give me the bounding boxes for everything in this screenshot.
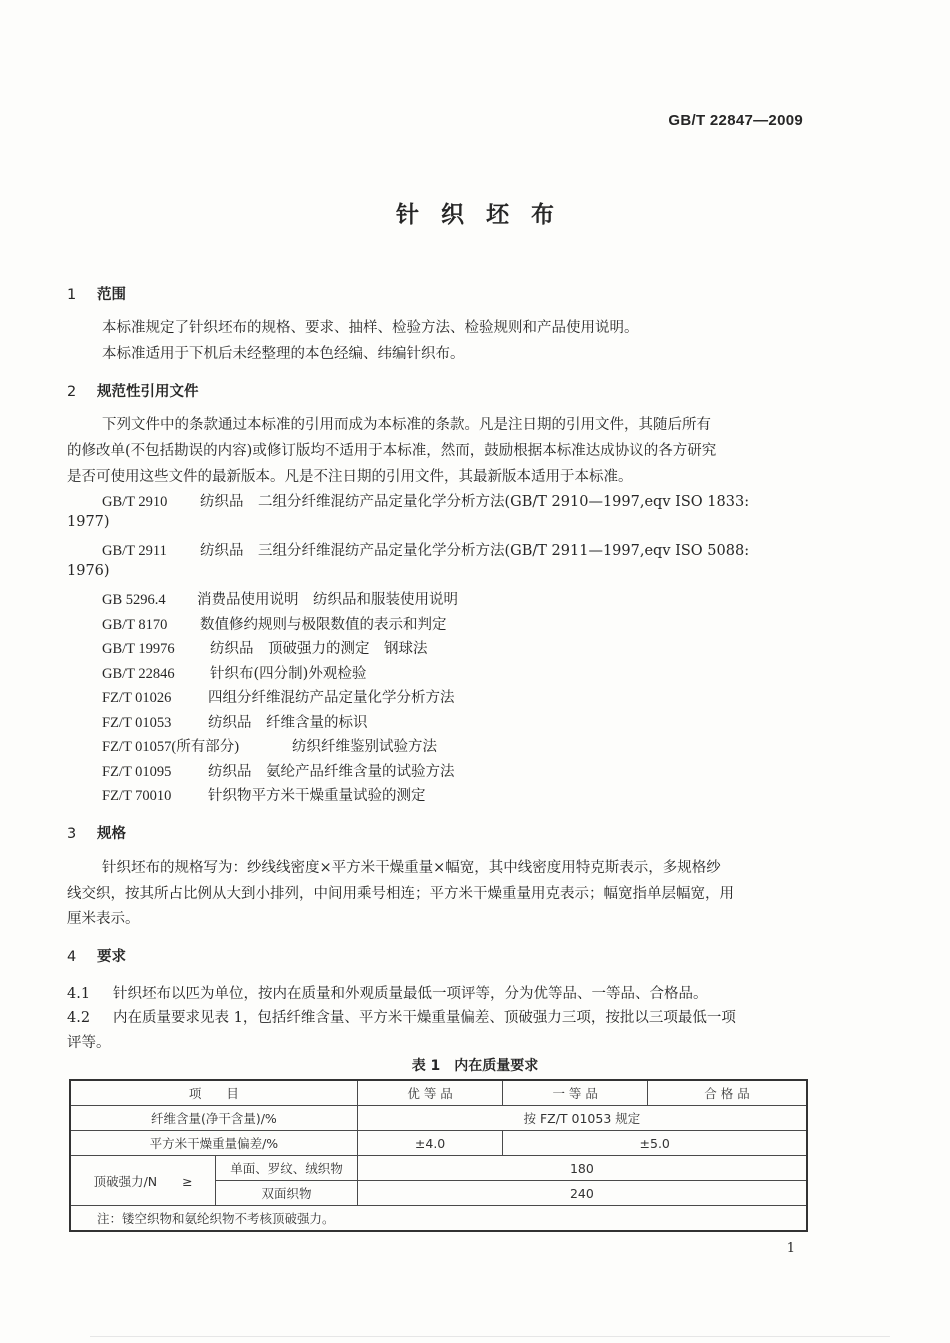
reference-code: GB/T 2911 <box>102 543 167 559</box>
reference-item <box>102 588 458 609</box>
sub-row-label: 单面、罗纹、绒织物 <box>216 1156 358 1181</box>
cell-value: 240 <box>357 1181 807 1206</box>
cell-value: ±5.0 <box>503 1131 807 1156</box>
paragraph-line: 评等。 <box>67 1035 111 1051</box>
reference-item <box>102 784 426 805</box>
header-grade-first: 一 等 品 <box>503 1080 648 1106</box>
clause-number: 4.1 <box>67 986 91 1002</box>
document-title: 针织坯布 <box>396 202 576 228</box>
reference-title: 纺织品 顶破强力的测定 钢球法 <box>210 641 428 657</box>
sub-row-label: 双面织物 <box>216 1181 358 1206</box>
section-1-heading <box>67 283 126 304</box>
reference-item <box>102 686 455 707</box>
paragraph-line: 的修改单(不包括勘误的内容)或修订版均不适用于本标准，然而，鼓励根据本标准达成协议的各方研究 <box>67 443 717 459</box>
paragraph-line: 厘米表示。 <box>67 911 140 927</box>
table-note-row <box>70 1206 807 1232</box>
reference-continuation: 1976) <box>67 563 110 579</box>
section-title: 规格 <box>97 826 126 842</box>
cell-value: 180 <box>357 1156 807 1181</box>
section-title: 要求 <box>97 949 126 965</box>
section-3-heading <box>67 822 126 843</box>
paragraph: 本标准规定了针织坯布的规格、要求、抽样、检验方法、检验规则和产品使用说明。 <box>102 320 639 336</box>
table-note: 注：镂空织物和氨纶织物不考核顶破强力。 <box>70 1206 807 1232</box>
reference-item <box>102 539 749 560</box>
clause-text: 针织坯布以匹为单位，按内在质量和外观质量最低一项评等，分为优等品、一等品、合格品。 <box>113 986 708 1002</box>
reference-code: GB/T 2910 <box>102 494 168 510</box>
paragraph-line: 线交织，按其所占比例从大到小排列，中间用乘号相连；平方米干燥重量用克表示；幅宽指单层幅宽，用 <box>67 886 734 902</box>
reference-code: FZ/T 01026 <box>102 690 172 706</box>
reference-title: 数值修约规则与极限数值的表示和判定 <box>200 617 447 633</box>
reference-title: 纺织品 纤维含量的标识 <box>208 715 368 731</box>
header-grade-superior: 优 等 品 <box>357 1080 503 1106</box>
section-number: 1 <box>67 287 77 303</box>
reference-item <box>102 490 749 511</box>
row-label: 纤维含量(净干含量)/% <box>70 1106 357 1131</box>
reference-title: 四组分纤维混纺产品定量化学分析方法 <box>208 690 455 706</box>
paragraph-line: 是否可使用这些文件的最新版本。凡是不注日期的引用文件，其最新版本适用于本标准。 <box>67 469 633 485</box>
paragraph-line: 针织坯布的规格写为：纱线线密度×平方米干燥重量×幅宽，其中线密度用特克斯表示，多规格纱 <box>102 860 721 876</box>
section-number: 2 <box>67 384 77 400</box>
reference-code: GB/T 19976 <box>102 641 175 657</box>
clause-text: 内在质量要求见表 1，包括纤维含量、平方米干燥重量偏差、顶破强力三项，按批以三项最低一项 <box>113 1010 736 1026</box>
reference-title: 纺织品 三组分纤维混纺产品定量化学分析方法(GB/T 2911—1997,eqv ISO 5088: <box>200 543 750 559</box>
reference-code: GB/T 8170 <box>102 617 168 633</box>
table-row <box>70 1131 807 1156</box>
header-item: 项 目 <box>70 1080 357 1106</box>
section-4-heading <box>67 945 126 966</box>
section-number: 3 <box>67 826 77 842</box>
quality-requirements-table <box>69 1079 808 1232</box>
header-grade-qualified: 合 格 品 <box>647 1080 807 1106</box>
reference-title: 纺织品 二组分纤维混纺产品定量化学分析方法(GB/T 2910—1997,eqv ISO 1833: <box>200 494 750 510</box>
table-caption: 表 1 内在质量要求 <box>411 1058 539 1074</box>
reference-continuation: 1977) <box>67 514 110 530</box>
paragraph-line: 下列文件中的条款通过本标准的引用而成为本标准的条款。凡是注日期的引用文件，其随后所有 <box>102 417 711 433</box>
reference-title: 纺织品 氨纶产品纤维含量的试验方法 <box>208 764 455 780</box>
reference-item <box>102 711 368 732</box>
scan-edge-line <box>90 1336 890 1337</box>
reference-code: FZ/T 01095 <box>102 764 172 780</box>
row-label: 平方米干燥重量偏差/% <box>70 1131 357 1156</box>
paragraph: 本标准适用于下机后未经整理的本色经编、纬编针织布。 <box>102 346 465 362</box>
reference-title: 纺织纤维鉴别试验方法 <box>292 739 437 755</box>
table-header-row <box>70 1080 807 1106</box>
reference-code: FZ/T 70010 <box>102 788 172 804</box>
standard-code: GB/T 22847—2009 <box>668 112 803 129</box>
reference-code: FZ/T 01053 <box>102 715 172 731</box>
reference-item <box>102 613 447 634</box>
reference-item <box>102 637 428 658</box>
reference-title: 针织物平方米干燥重量试验的测定 <box>208 788 426 804</box>
reference-title: 消费品使用说明 纺织品和服装使用说明 <box>197 592 458 608</box>
reference-item <box>102 760 455 781</box>
cell-value: 按 FZ/T 01053 规定 <box>357 1106 807 1131</box>
clause-4-2 <box>67 1006 736 1027</box>
reference-item <box>102 662 366 683</box>
clause-number: 4.2 <box>67 1010 91 1026</box>
section-number: 4 <box>67 949 77 965</box>
reference-code: FZ/T 01057(所有部分) <box>102 739 240 755</box>
reference-title: 针织布(四分制)外观检验 <box>210 666 367 682</box>
section-2-heading <box>67 380 199 401</box>
table-row <box>70 1106 807 1131</box>
clause-4-1 <box>67 982 708 1003</box>
reference-code: GB/T 22846 <box>102 666 175 682</box>
cell-value: ±4.0 <box>357 1131 503 1156</box>
reference-item <box>102 735 437 756</box>
row-label: 顶破强力/N ≥ <box>70 1156 216 1206</box>
section-title: 范围 <box>97 287 126 303</box>
table-row <box>70 1156 807 1181</box>
page-number: 1 <box>786 1241 795 1256</box>
section-title: 规范性引用文件 <box>97 384 199 400</box>
reference-code: GB 5296.4 <box>102 592 166 608</box>
